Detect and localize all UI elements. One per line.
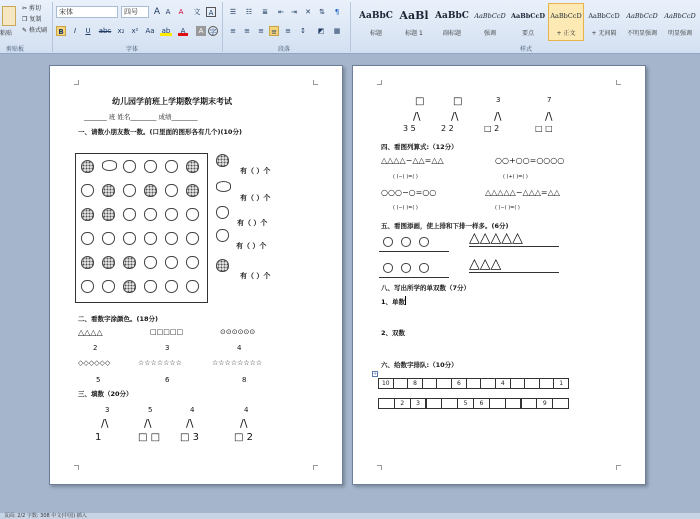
split-top-number: 5 — [148, 406, 153, 414]
number-cell[interactable] — [505, 398, 522, 409]
superscript-button[interactable]: x² — [131, 27, 139, 35]
number-cell[interactable] — [480, 378, 496, 389]
style-gallery-item[interactable] — [358, 3, 394, 41]
equation-circles-2: ○○○−○=○○ — [381, 188, 437, 197]
apple-icon — [216, 206, 229, 219]
strawberry-icon — [216, 259, 229, 272]
apple-icon — [165, 184, 178, 197]
apple-icon — [419, 237, 429, 247]
number-cell[interactable]: 6 — [473, 398, 490, 409]
apple-icon — [144, 208, 157, 221]
apple-icon — [144, 232, 157, 245]
style-preview: AaBbCcD — [588, 12, 620, 20]
split-top-number: □ — [453, 96, 463, 107]
triangle-row-bottom: △△△ — [469, 256, 559, 273]
style-name: 不明显强调 — [626, 30, 657, 37]
apple-icon — [144, 280, 157, 293]
paragraph-group-label: 段落 — [278, 46, 291, 53]
crop-mark — [74, 80, 79, 85]
style-preview: AaBbCcD — [664, 12, 696, 20]
question-1-heading: 一、请数小朋友数一数。(口里面的图形各有几个)(10分) — [78, 128, 242, 136]
document-page-1[interactable] — [49, 65, 343, 485]
style-preview: AaBl — [399, 9, 429, 22]
number-cell[interactable]: 6 — [451, 378, 467, 389]
question-4-heading: 四、看图列算式:（12分） — [381, 143, 458, 151]
apple-icon — [144, 160, 157, 173]
apple-icon — [102, 232, 115, 245]
apple-icon — [165, 232, 178, 245]
equation-blank[interactable]: ( )+( )=( ) — [503, 174, 528, 180]
question-7-heading: 六、给数字排队:（10分） — [381, 361, 458, 369]
style-gallery-item[interactable] — [510, 3, 546, 41]
table-move-handle-icon[interactable]: + — [373, 371, 378, 377]
apple-icon — [144, 256, 157, 269]
strawberry-icon — [123, 280, 136, 293]
style-gallery-item[interactable] — [548, 3, 584, 41]
apple-icon — [81, 232, 94, 245]
equation-blank[interactable]: ( )−( )=( ) — [495, 205, 520, 211]
apple-icon — [186, 208, 199, 221]
highlight-button[interactable]: ab — [161, 27, 171, 35]
shapes-triangles: △△△△ — [78, 328, 103, 337]
split-bottom-pair[interactable]: 3 5 — [403, 124, 416, 133]
number-cell[interactable]: 2 — [394, 398, 411, 409]
distributed-icon[interactable]: ≡ — [285, 27, 291, 35]
apple-icon — [401, 237, 411, 247]
style-gallery-item[interactable] — [586, 3, 622, 41]
strawberry-icon — [186, 184, 199, 197]
number-cell[interactable] — [426, 398, 443, 409]
strawberry-icon — [102, 184, 115, 197]
styles-group-label: 样式 — [520, 46, 533, 53]
justify-icon[interactable]: ≡ — [269, 26, 279, 36]
grow-font-icon[interactable]: A — [153, 7, 161, 17]
shading-icon[interactable]: ◩ — [317, 27, 325, 35]
brush-icon: ✎ — [22, 27, 28, 34]
split-branch-icon: /\ — [186, 417, 194, 430]
equation-blank[interactable]: ( )−( )=( ) — [393, 205, 418, 211]
apple-icon — [165, 208, 178, 221]
fruit-count-answer[interactable]: 有（ ）个 — [240, 167, 271, 175]
split-bottom-pair[interactable]: □ □ — [535, 124, 553, 133]
shapes-squares: □□□□□ — [150, 328, 184, 336]
crop-mark — [313, 465, 318, 470]
apple-icon — [123, 184, 136, 197]
style-name: 强调 — [483, 30, 496, 37]
number-cell[interactable] — [489, 398, 506, 409]
char-shading-icon[interactable]: A — [196, 26, 206, 36]
cut-button[interactable]: ✂ 剪切 — [22, 5, 41, 12]
question-5-heading: 五、看图添画，使上排和下排一样多。(6分) — [381, 222, 509, 230]
split-bottom-pair[interactable]: □ 3 — [180, 432, 199, 443]
apple-icon — [165, 256, 178, 269]
split-top-number: □ — [415, 96, 425, 107]
align-center-icon[interactable]: ≡ — [244, 27, 250, 35]
strawberry-icon — [81, 160, 94, 173]
style-preview: AaBbCcD — [511, 12, 545, 20]
question-2-heading: 二、看数字涂颜色。(18分) — [78, 315, 158, 323]
color-number: 6 — [165, 376, 170, 384]
apple-icon — [401, 263, 411, 273]
ribbon — [0, 0, 700, 54]
apple-icon — [419, 263, 429, 273]
odd-numbers-label: 1、单数 — [381, 298, 406, 306]
strawberry-icon — [144, 184, 157, 197]
shrink-font-icon[interactable]: A — [165, 8, 171, 16]
style-gallery-item[interactable] — [396, 3, 432, 41]
decrease-indent-icon[interactable]: ⇤ — [278, 8, 284, 16]
style-name: 要点 — [521, 30, 534, 37]
style-gallery-item[interactable] — [624, 3, 660, 41]
exam-title: 幼儿园学前班上学期数学期末考试 — [112, 97, 232, 106]
status-bar: 页面: 2/2 字数: 308 中文(中国) 插入 — [0, 513, 700, 519]
number-cell[interactable]: 4 — [495, 378, 511, 389]
scissors-icon: ✂ — [22, 5, 28, 12]
apple-icon — [123, 208, 136, 221]
fruit-count-answer[interactable]: 有（ ）个 — [236, 242, 267, 250]
split-bottom-pair[interactable]: 2 2 — [441, 124, 454, 133]
style-name: 副标题 — [442, 30, 461, 37]
number-cell[interactable] — [441, 398, 458, 409]
split-bottom-pair[interactable]: 1 — [95, 432, 102, 443]
style-name: + 正文 — [556, 30, 576, 37]
split-branch-icon: /\ — [451, 110, 459, 123]
strawberry-icon — [81, 208, 94, 221]
split-branch-icon: /\ — [144, 417, 152, 430]
subscript-button[interactable]: x₂ — [117, 27, 125, 35]
clear-format-icon[interactable]: A — [178, 8, 184, 16]
style-gallery-item[interactable] — [472, 3, 508, 41]
paste-button[interactable]: 粘贴 — [0, 30, 13, 37]
equation-triangles: △△△△−△△=△△ — [381, 156, 444, 165]
clipboard-group-label: 剪贴板 — [6, 46, 25, 53]
student-info-line: _______ 班 姓名________ 成绩________ — [84, 113, 198, 121]
style-preview: AaBbCcD — [474, 12, 506, 20]
style-preview: AaBbC — [359, 11, 393, 21]
lemon-icon — [216, 181, 231, 192]
split-branch-icon: /\ — [413, 110, 421, 123]
style-gallery-item[interactable] — [662, 3, 698, 41]
crop-mark — [74, 465, 79, 470]
split-branch-icon: /\ — [494, 110, 502, 123]
strawberry-icon — [102, 256, 115, 269]
number-cell[interactable] — [466, 378, 482, 389]
apple-row-top — [379, 234, 449, 252]
split-top-number: 3 — [105, 406, 110, 414]
underline-button[interactable]: U — [85, 27, 91, 35]
strawberry-icon — [123, 256, 136, 269]
crop-mark — [377, 465, 382, 470]
char-border-icon[interactable]: A — [206, 7, 216, 17]
shapes-diamonds: ◇◇◇◇◇◇ — [78, 359, 111, 367]
increase-indent-icon[interactable]: ⇥ — [291, 8, 297, 16]
paste-icon[interactable] — [2, 6, 16, 26]
chinese-layout-icon[interactable]: ✕ — [305, 8, 311, 16]
font-group-label: 字体 — [126, 46, 139, 53]
style-name: 明显强调 — [667, 30, 692, 37]
split-top-number: 4 — [244, 406, 249, 414]
fruit-count-answer[interactable]: 有（ ）个 — [240, 272, 271, 280]
number-cell[interactable] — [521, 398, 538, 409]
apple-icon — [123, 160, 136, 173]
font-name-select[interactable]: 宋体 — [56, 6, 118, 18]
divider — [222, 2, 223, 52]
apple-icon — [383, 263, 393, 273]
split-top-number: 4 — [190, 406, 195, 414]
shapes-stars-8: ☆☆☆☆☆☆☆☆ — [212, 359, 263, 367]
divider — [350, 2, 351, 52]
split-bottom-pair[interactable]: □ 2 — [234, 432, 253, 443]
number-cell[interactable]: 8 — [407, 378, 423, 389]
style-preview: AaBbC — [435, 11, 469, 21]
style-name: 标题 1 — [405, 30, 423, 37]
strawberry-icon — [102, 208, 115, 221]
apple-icon — [81, 280, 94, 293]
apple-icon — [81, 184, 94, 197]
copy-button[interactable]: ❐ 复制 — [22, 16, 42, 23]
apple-icon — [383, 237, 393, 247]
lemon-icon — [102, 160, 117, 171]
number-cell[interactable]: 1 — [553, 378, 569, 389]
text-cursor — [405, 296, 406, 305]
strikethrough-button[interactable]: abc — [98, 27, 112, 35]
phonetic-icon[interactable]: 文 — [193, 8, 201, 16]
color-number: 3 — [165, 344, 170, 352]
apple-icon — [123, 232, 136, 245]
color-number: 5 — [96, 376, 101, 384]
number-cell[interactable]: 3 — [410, 398, 427, 409]
color-number: 8 — [242, 376, 247, 384]
color-number: 4 — [237, 344, 242, 352]
apple-icon — [165, 160, 178, 173]
strawberry-icon — [81, 256, 94, 269]
shapes-circles: ⊙⊙⊙⊙⊙⊙ — [220, 328, 256, 336]
font-color-button[interactable]: A — [178, 26, 188, 36]
apple-icon — [102, 280, 115, 293]
apple-icon — [186, 256, 199, 269]
question-6-heading: 八、写出所学的单双数（7分） — [381, 284, 471, 292]
color-number: 2 — [93, 344, 98, 352]
borders-icon[interactable]: ▦ — [333, 27, 341, 35]
crop-mark — [616, 465, 621, 470]
apple-icon — [186, 232, 199, 245]
shapes-stars-7: ☆☆☆☆☆☆☆ — [138, 359, 182, 367]
change-case-button[interactable]: Aa — [145, 27, 155, 35]
strawberry-icon — [216, 154, 229, 167]
style-gallery-item[interactable] — [434, 3, 470, 41]
number-cell[interactable] — [539, 378, 555, 389]
number-cell[interactable] — [524, 378, 540, 389]
multilevel-list-icon[interactable]: ≣ — [262, 8, 268, 16]
apple-icon — [165, 280, 178, 293]
even-numbers-label: 2、双数 — [381, 329, 406, 337]
number-cell[interactable] — [510, 378, 526, 389]
number-cell[interactable]: 9 — [536, 398, 553, 409]
numbering-icon[interactable]: ☷ — [245, 8, 253, 16]
triangle-row-top: △△△△△ — [469, 230, 559, 247]
show-marks-icon[interactable]: ¶ — [334, 8, 340, 16]
document-page-2[interactable] — [352, 65, 646, 485]
equation-blank[interactable]: ( )−( )=( ) — [393, 174, 418, 180]
bullets-icon[interactable]: ☰ — [229, 8, 237, 16]
style-preview: AaBbCcD — [550, 12, 582, 20]
split-branch-icon: /\ — [545, 110, 553, 123]
divider — [52, 2, 53, 52]
crop-mark — [377, 80, 382, 85]
apple-row-bottom — [379, 260, 449, 278]
number-cell[interactable] — [552, 398, 569, 409]
split-branch-icon: /\ — [101, 417, 109, 430]
font-size-select[interactable]: 四号 — [121, 6, 149, 18]
number-cell[interactable] — [436, 378, 452, 389]
split-bottom-pair[interactable]: □ 2 — [484, 124, 500, 133]
align-left-icon[interactable]: ≡ — [230, 27, 236, 35]
sort-icon[interactable]: ⇅ — [319, 8, 325, 16]
equation-triangles-2: △△△△△−△△△=△△ — [485, 188, 560, 197]
split-top-number: 3 — [496, 96, 501, 104]
fruit-box — [75, 153, 208, 303]
split-branch-icon: /\ — [240, 417, 248, 430]
fruit-count-answer[interactable]: 有（ ）个 — [237, 219, 268, 227]
italic-button[interactable]: I — [73, 27, 77, 35]
crop-mark — [616, 80, 621, 85]
number-cell[interactable] — [422, 378, 438, 389]
bold-button[interactable]: B — [56, 26, 66, 36]
style-name: 标题 — [369, 30, 382, 37]
style-preview: AaBbCcD — [626, 12, 658, 20]
split-bottom-pair[interactable]: □ □ — [138, 432, 161, 443]
question-3-heading: 三、填数（20分） — [78, 390, 133, 398]
style-name: + 无间隔 — [591, 30, 617, 37]
enclose-char-icon[interactable]: 字 — [209, 28, 217, 36]
align-right-icon[interactable]: ≡ — [258, 27, 264, 35]
copy-icon: ❐ — [22, 16, 28, 23]
number-cell[interactable] — [393, 378, 409, 389]
apple-icon — [216, 229, 229, 242]
strawberry-icon — [186, 160, 199, 173]
crop-mark — [313, 80, 318, 85]
number-cell[interactable] — [378, 398, 395, 409]
format-painter-button[interactable]: ✎ 格式刷 — [22, 27, 47, 34]
number-cell[interactable]: 10 — [378, 378, 394, 389]
line-spacing-icon[interactable]: ↕ — [300, 27, 306, 35]
equation-circles: ○○+○○=○○○○ — [495, 156, 565, 165]
fruit-count-answer[interactable]: 有（ ）个 — [240, 194, 271, 202]
split-top-number: 7 — [547, 96, 552, 104]
apple-icon — [186, 280, 199, 293]
number-cell[interactable]: 5 — [457, 398, 474, 409]
